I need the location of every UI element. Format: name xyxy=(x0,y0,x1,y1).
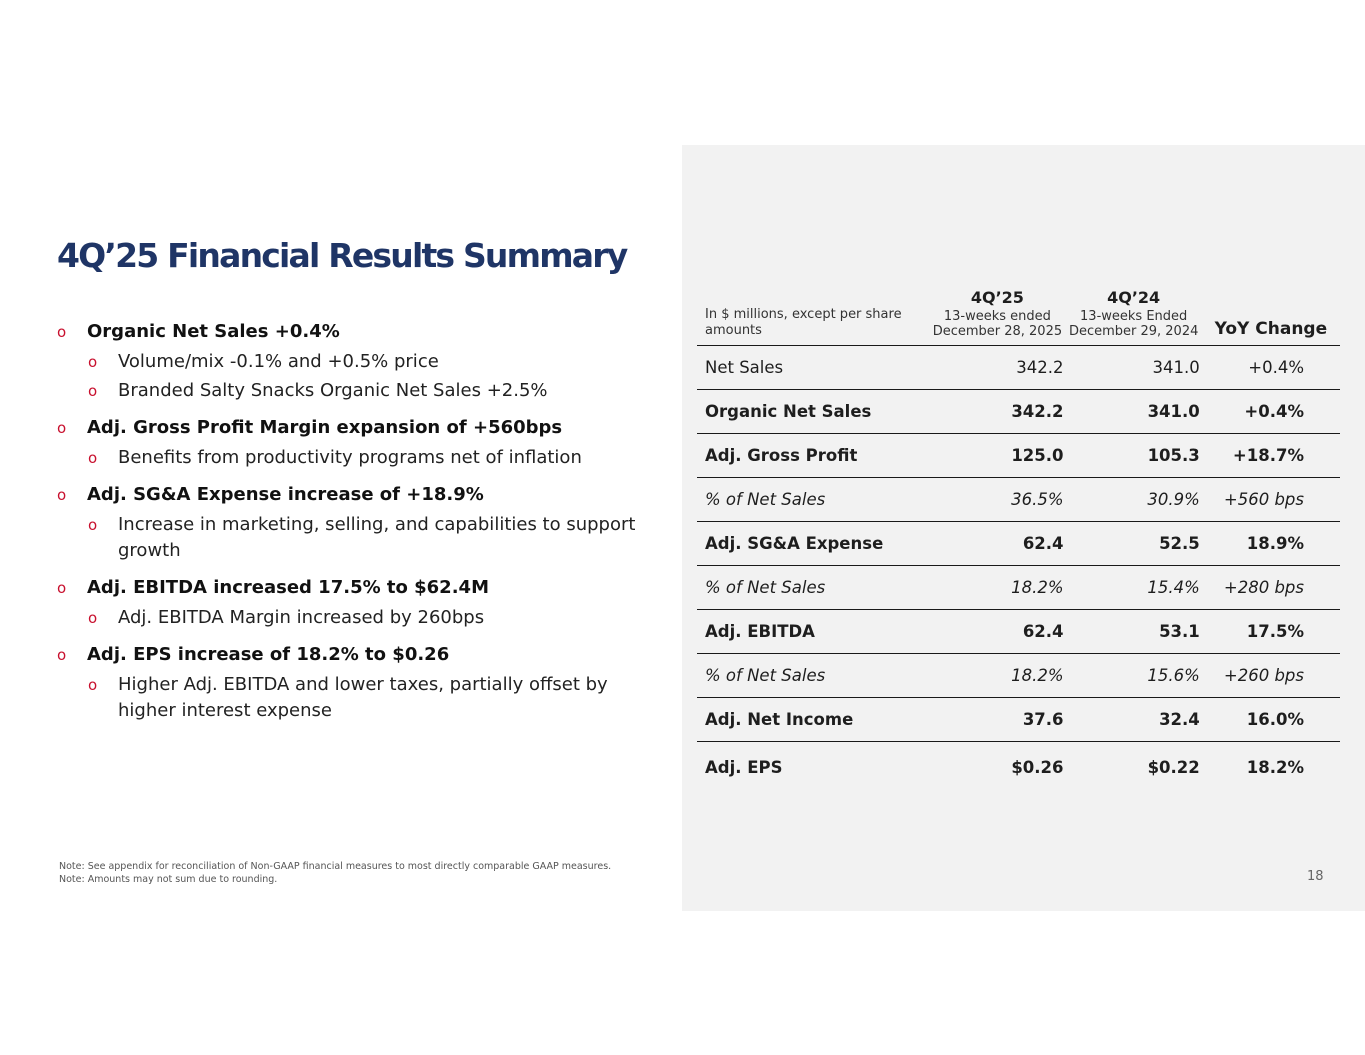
row-label: Adj. Net Income xyxy=(697,698,929,742)
bullet-text: Adj. EBITDA increased 17.5% to $62.4M xyxy=(87,577,489,598)
sub-bullet-text: Benefits from productivity programs net of inflation xyxy=(118,447,582,468)
yoy-change-value: 18.2% xyxy=(1246,757,1304,777)
prior-period-value: 341.0 xyxy=(1066,390,1202,434)
page-number: 18 xyxy=(1307,869,1324,884)
financial-results-table xyxy=(697,283,1340,792)
bullet-text: Adj. EPS increase of 18.2% to $0.26 xyxy=(87,644,450,665)
row-label: % of Net Sales xyxy=(697,654,929,698)
sub-bullet-marker-icon: o xyxy=(88,676,98,694)
prior-period-value: $0.22 xyxy=(1147,757,1200,777)
prior-period-value: 341.0 xyxy=(1066,346,1202,390)
period-current-header: 4Q’25 xyxy=(970,288,1024,307)
table-row xyxy=(697,698,1340,742)
row-label: Adj. EPS xyxy=(705,757,783,777)
row-label: Organic Net Sales xyxy=(697,390,929,434)
sub-bullet-text: Higher Adj. EBITDA and lower taxes, partially offset by higher interest expense xyxy=(118,674,608,721)
current-period-value: 342.2 xyxy=(929,346,1065,390)
current-period-value: 342.2 xyxy=(929,390,1065,434)
table-row xyxy=(697,610,1340,654)
sub-bullet-marker-icon: o xyxy=(88,516,98,534)
sub-bullet-text: Branded Salty Snacks Organic Net Sales +2.5% xyxy=(118,380,548,401)
sub-bullet-text: Adj. EBITDA Margin increased by 260bps xyxy=(118,607,485,628)
current-period-value: 62.4 xyxy=(929,610,1065,654)
bullet-item xyxy=(57,414,657,471)
row-label: Net Sales xyxy=(697,346,929,390)
prior-period-value: 32.4 xyxy=(1066,698,1202,742)
footnote: Note: Amounts may not sum due to rounding. xyxy=(59,874,278,885)
row-label: Adj. EBITDA xyxy=(697,610,929,654)
sub-bullet-item xyxy=(88,605,657,631)
sub-bullet-text: Increase in marketing, selling, and capabilities to support growth xyxy=(118,514,636,561)
yoy-change-value: +560 bps xyxy=(1202,478,1340,522)
prior-period-value: 105.3 xyxy=(1066,434,1202,478)
prior-period-value: 30.9% xyxy=(1066,478,1202,522)
current-period-value: 37.6 xyxy=(929,698,1065,742)
table-row xyxy=(697,346,1340,390)
row-label: Adj. Gross Profit xyxy=(697,434,929,478)
bullet-item xyxy=(57,641,657,724)
sub-bullet-marker-icon: o xyxy=(88,449,98,467)
table-body xyxy=(697,346,1340,793)
period-prior-description: 13-weeks Ended December 29, 2024 xyxy=(1066,307,1202,346)
sub-bullet-item xyxy=(88,378,657,404)
bullet-text: Adj. SG&A Expense increase of +18.9% xyxy=(87,484,484,505)
bullet-item xyxy=(57,318,657,404)
sub-bullet-text: Volume/mix -0.1% and +0.5% price xyxy=(118,351,439,372)
bullet-text: Adj. Gross Profit Margin expansion of +560bps xyxy=(87,417,563,438)
yoy-change-header: YoY Change xyxy=(1202,307,1340,346)
sub-bullet-marker-icon: o xyxy=(88,609,98,627)
table-row xyxy=(697,566,1340,610)
yoy-change-value: +280 bps xyxy=(1202,566,1340,610)
sub-bullet-item xyxy=(88,512,657,564)
bullet-marker-icon: o xyxy=(57,646,67,664)
current-period-value: 18.2% xyxy=(929,566,1065,610)
table-row xyxy=(697,478,1340,522)
bullet-item xyxy=(57,574,657,631)
footnotes xyxy=(59,860,611,886)
bullet-marker-icon: o xyxy=(57,579,67,597)
yoy-change-value: +0.4% xyxy=(1202,390,1340,434)
current-period-value: $0.26 xyxy=(1011,757,1064,777)
prior-period-value: 15.6% xyxy=(1066,654,1202,698)
bullet-marker-icon: o xyxy=(57,323,67,341)
row-label: % of Net Sales xyxy=(697,478,929,522)
bullet-item xyxy=(57,481,657,564)
units-note: In $ millions, except per share amounts xyxy=(697,307,929,346)
period-current-description: 13-weeks ended December 28, 2025 xyxy=(929,307,1065,346)
row-label: Adj. SG&A Expense xyxy=(697,522,929,566)
sub-bullet-item xyxy=(88,349,657,375)
yoy-change-value: +0.4% xyxy=(1202,346,1340,390)
yoy-change-value: +260 bps xyxy=(1202,654,1340,698)
prior-period-value: 53.1 xyxy=(1066,610,1202,654)
sub-bullet-item xyxy=(88,445,657,471)
bullet-marker-icon: o xyxy=(57,419,67,437)
table-row xyxy=(697,522,1340,566)
sub-bullet-marker-icon: o xyxy=(88,382,98,400)
summary-bullets xyxy=(57,318,657,734)
yoy-change-value: 16.0% xyxy=(1202,698,1340,742)
bullet-text: Organic Net Sales +0.4% xyxy=(87,321,340,342)
row-label: % of Net Sales xyxy=(697,566,929,610)
sub-bullet-marker-icon: o xyxy=(88,353,98,371)
current-period-value: 18.2% xyxy=(929,654,1065,698)
page-title: 4Q’25 Financial Results Summary xyxy=(57,236,627,275)
yoy-change-value: 18.9% xyxy=(1202,522,1340,566)
period-prior-header: 4Q’24 xyxy=(1107,288,1161,307)
current-period-value: 36.5% xyxy=(929,478,1065,522)
footnote: Note: See appendix for reconciliation of Non-GAAP financial measures to most directly comparable GAAP measures. xyxy=(59,861,612,872)
sub-bullet-item xyxy=(88,672,657,724)
prior-period-value: 15.4% xyxy=(1066,566,1202,610)
yoy-change-value: +18.7% xyxy=(1202,434,1340,478)
current-period-value: 62.4 xyxy=(929,522,1065,566)
table-row xyxy=(697,654,1340,698)
yoy-change-value: 17.5% xyxy=(1202,610,1340,654)
table-row xyxy=(697,742,1340,793)
prior-period-value: 52.5 xyxy=(1066,522,1202,566)
bullet-marker-icon: o xyxy=(57,486,67,504)
current-period-value: 125.0 xyxy=(929,434,1065,478)
table-row xyxy=(697,434,1340,478)
table-row xyxy=(697,390,1340,434)
